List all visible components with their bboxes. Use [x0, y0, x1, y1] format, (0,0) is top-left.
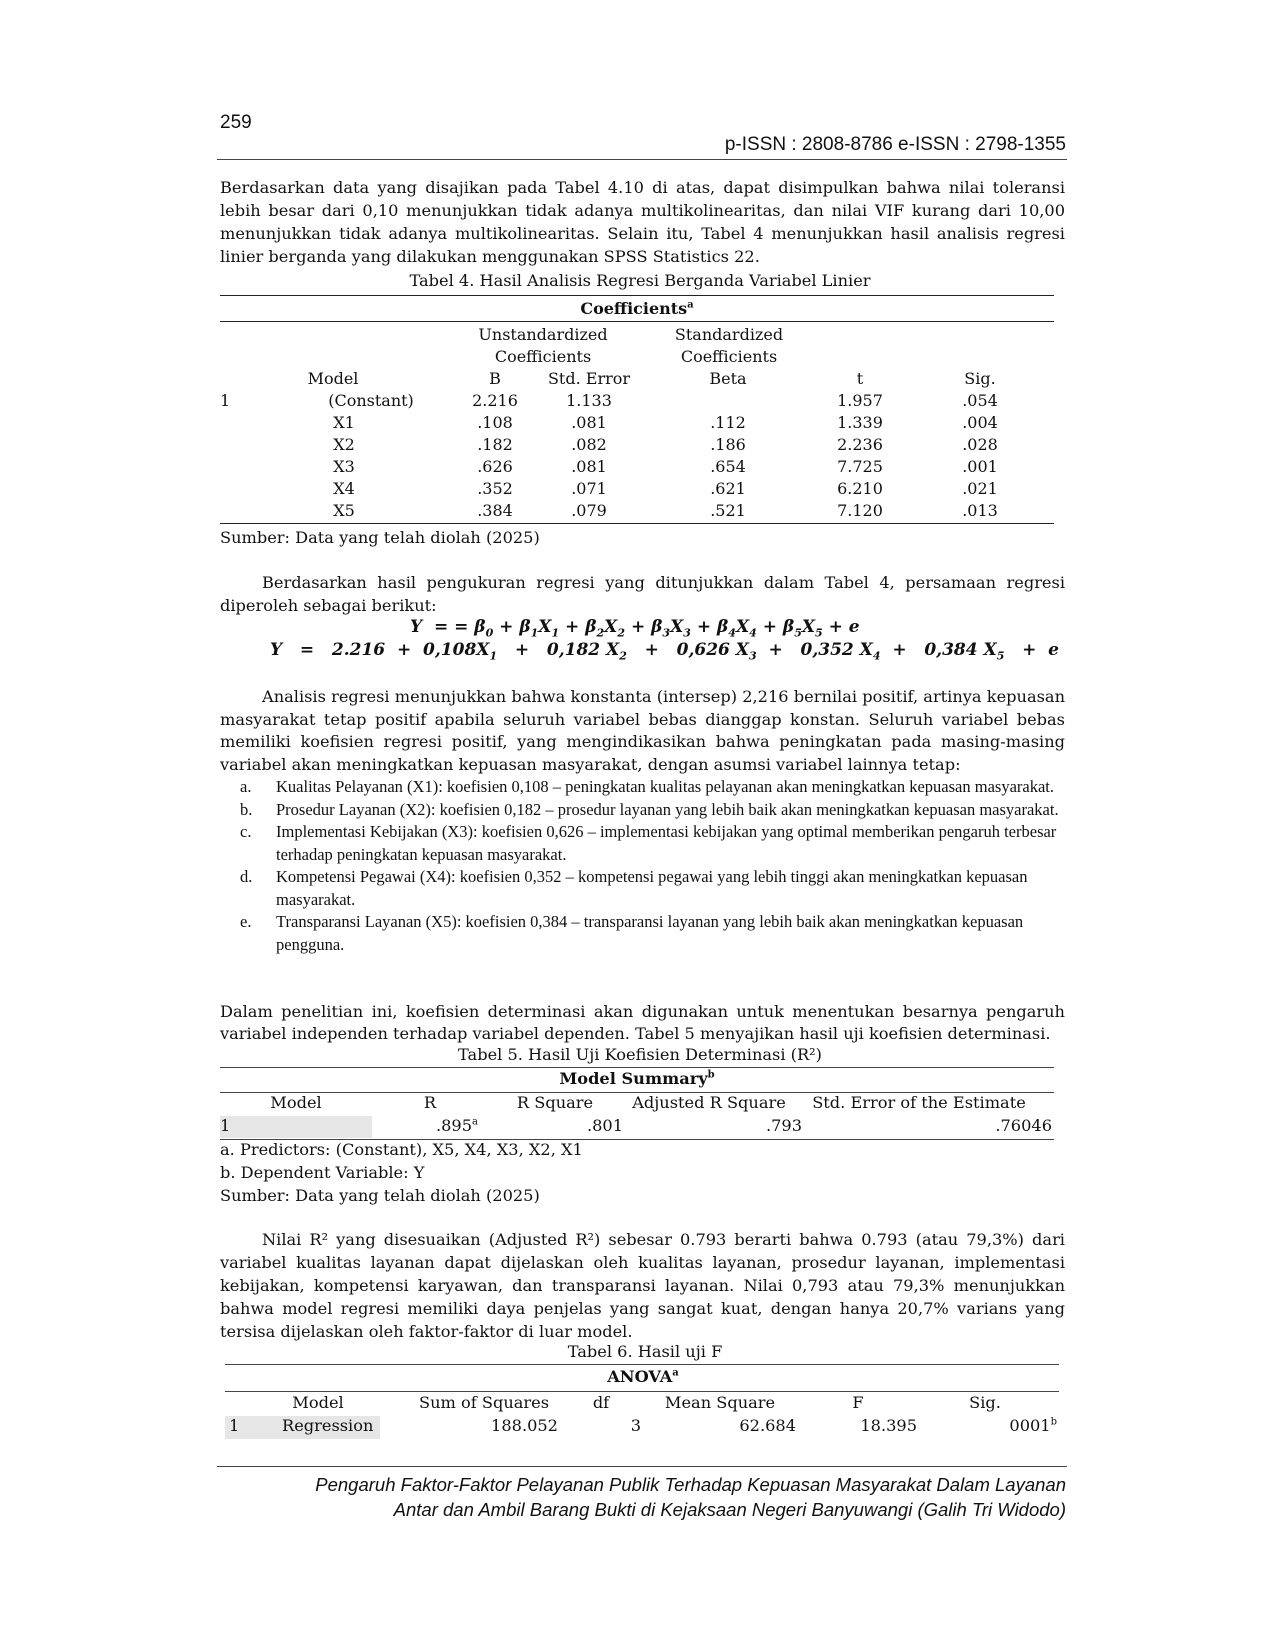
table4-cell-t: 2.236	[837, 435, 883, 454]
table4-cell-b: .352	[477, 479, 513, 498]
list-item: d. Kompetensi Pegawai (X4): koefisien 0,352 – kompetensi pegawai yang lebih tinggi akan meningkatkan kepuasan masyarakat.	[240, 867, 1028, 909]
regression-equation-general: Y = = $\beta_0 + \beta_1X_1 + \beta_2X_2 + \beta_3X_3 + \beta_4X_4 + \beta_5X_5 + e$	[410, 617, 860, 640]
table4-cell-se: .081	[571, 457, 607, 476]
determination-paragraph: Dalam penelitian ini, koefisien determinasi akan digunakan untuk menentukan besarnya pengaruh variabel independen terhadap variabel dependen. Tabel 5 menyajikan hasil uji koefisien determinasi.	[220, 1002, 1065, 1043]
list-item: a. Kualitas Pelayanan (X1): koefisien 0,108 – peningkatan kualitas pelayanan akan meningkatkan kepuasan masyarakat.	[240, 777, 1054, 796]
table6-cell-f: 18.395	[860, 1416, 917, 1435]
table4-cell-beta: .112	[710, 413, 746, 432]
table4-cell-name: X2	[333, 435, 355, 454]
page-number: 259	[220, 112, 252, 133]
table4-cell-se: .071	[571, 479, 607, 498]
table6-col-ss: Sum of Squares	[418, 1393, 550, 1412]
table4-cell-beta: .521	[710, 501, 746, 520]
table4-caption: Tabel 4. Hasil Analisis Regresi Berganda Variabel Linier	[409, 271, 871, 290]
list-item: b. Prosedur Layanan (X2): koefisien 0,182 – prosedur layanan yang lebih baik akan meningkatkan kepuasan masyarakat.	[240, 799, 1059, 819]
table4-col-sig: Sig.	[964, 369, 996, 388]
table4-cell-beta: .654	[710, 457, 746, 476]
table4-cell-se: .079	[571, 501, 607, 520]
table5-col-adj: Adjusted R Square	[632, 1093, 786, 1112]
table4-cell-sig: .001	[962, 457, 998, 476]
table4-cell-t: 7.725	[837, 457, 883, 476]
table5-note-a: a. Predictors: (Constant), X5, X4, X3, X2, X1	[220, 1140, 583, 1159]
table4-cell-name: X4	[333, 479, 355, 498]
table4-bottom-rule	[220, 523, 1054, 524]
table4-cell-name: X3	[333, 457, 355, 476]
table4-cell-name: X5	[333, 501, 355, 520]
table6-top-rule	[225, 1364, 1059, 1365]
table5-note-b: b. Dependent Variable: Y	[220, 1163, 425, 1182]
table5-cell-rsq: .801	[586, 1116, 623, 1135]
table4-cell-sig: .021	[962, 479, 998, 498]
footer-line-1: Pengaruh Faktor-Faktor Pelayanan Publik Terhadap Kepuasan Masyarakat Dalam Layanan	[315, 1474, 1066, 1495]
table4-cell-name: X1	[333, 413, 355, 432]
regression-paragraph: Berdasarkan hasil pengukuran regresi yang ditunjukkan dalam Tabel 4, persamaan regresi diperoleh sebagai berikut:	[220, 573, 1065, 615]
table5-col-rsq: R Square	[516, 1093, 594, 1112]
table4-col-beta: Beta	[709, 369, 747, 388]
table5-title: Model Summary$^b$	[559, 1069, 715, 1088]
table4-cell-t: 1.339	[837, 413, 883, 432]
table4-cell-se: .081	[571, 413, 607, 432]
table4-col-t: t	[856, 369, 864, 388]
table4-cell-beta: .621	[710, 479, 746, 498]
analysis-paragraph: Analisis regresi menunjukkan bahwa konstanta (intersep) 2,216 bernilai positif, artinya kepuasan masyarakat tetap positif apabila seluruh variabel bebas dianggap konstan. Seluruh variabel bebas memiliki koefisien regresi positif, yang mengindikasikan bahwa peningkatan pada masing-masing variabel akan meningkatkan kepuasan masyarakat, dengan asumsi variabel lainnya tetap:	[220, 687, 1065, 774]
table4-cell-t: 1.957	[837, 391, 883, 410]
table4-title-rule	[220, 321, 1054, 322]
table6-cell-sig: 0001$^b$	[1009, 1416, 1057, 1435]
table4-source: Sumber: Data yang telah diolah (2025)	[220, 528, 540, 547]
table6-cell-model: 1	[229, 1416, 240, 1435]
table6-title-rule	[225, 1391, 1059, 1392]
table5-caption: Tabel 5. Hasil Uji Koefisien Determinasi (R²)	[458, 1045, 822, 1064]
table4-cell-b: 2.216	[472, 391, 518, 410]
header-divider	[217, 159, 1067, 160]
table6-title: ANOVA$^a$	[607, 1367, 679, 1386]
table6-cell-df: 3	[630, 1416, 641, 1435]
list-item: c. Implementasi Kebijakan (X3): koefisien 0,626 – implementasi kebijakan yang optimal memberikan pengaruh terbesar terhadap peningkatan kepuasan masyarakat.	[240, 822, 1057, 864]
table4-header-std-1: Standardized	[674, 325, 784, 344]
table4-header-unstd-1: Unstandardized	[478, 325, 608, 344]
table4-title: Coefficients$^a$	[580, 299, 694, 318]
footer-title	[315, 1472, 1066, 1522]
table5-top-rule	[220, 1067, 1054, 1068]
table4-cell-b: .182	[477, 435, 513, 454]
regression-equation-estimated: $Y = 2.216 + 0,108X_1 + 0,182$ $X_2 + 0,626$ $X_3 + 0,352$ $X_4 + 0,384$ $X_5 + e$	[270, 640, 1059, 663]
table5-cell-adj: .793	[765, 1116, 802, 1135]
table6-col-df: df	[592, 1393, 610, 1412]
intro-paragraph: Berdasarkan data yang disajikan pada Tabel 4.10 di atas, dapat disimpulkan bahwa nilai toleransi lebih besar dari 0,10 menunjukkan tidak adanya multikolinearitas, dan nilai VIF kurang dari 10,00 menunjukkan tidak adanya multikolinearitas. Selain itu, Tabel 4 menunjukkan hasil analisis regresi linier berganda yang dilakukan menggunakan SPSS Statistics 22.	[220, 178, 1065, 266]
table4-cell-sig: .013	[962, 501, 998, 520]
table5-row-shade	[220, 1116, 372, 1138]
table5-col-r: R	[423, 1093, 437, 1112]
table4-top-rule	[220, 295, 1054, 296]
table4-model-number: 1	[220, 391, 231, 410]
table4-col-se: Std. Error	[547, 369, 631, 388]
table5-source: Sumber: Data yang telah diolah (2025)	[220, 1186, 540, 1205]
table4-header-std-2: Coefficients	[680, 347, 778, 366]
adjusted-r2-paragraph: Nilai R² yang disesuaikan (Adjusted R²) sebesar 0.793 berarti bahwa 0.793 (atau 79,3%) dari variabel kualitas layanan dapat dijelaskan oleh kualitas layanan, prosedur layanan, implementasi kebijakan, kompetensi karyawan, dan transparansi layanan. Nilai 0,793 atau 79,3% menunjukkan bahwa model regresi memiliki daya penjelas yang sangat kuat, dengan hanya 20,7% varians yang tersisa dijelaskan oleh faktor-faktor di luar model.	[220, 1230, 1065, 1341]
table5-col-model: Model	[270, 1093, 322, 1112]
table6-cell-ss: 188.052	[491, 1416, 558, 1435]
table4-cell-b: .626	[477, 457, 513, 476]
table4-cell-sig: .054	[962, 391, 998, 410]
table5-cell-model: 1	[220, 1116, 231, 1135]
table4-cell-t: 7.120	[837, 501, 883, 520]
table5-cell-r: .895$^a$	[435, 1116, 478, 1135]
table6-col-sig: Sig.	[969, 1393, 1001, 1412]
table4-cell-b: .384	[477, 501, 513, 520]
table4-cell-b: .108	[477, 413, 513, 432]
table4-cell-beta: .186	[710, 435, 746, 454]
table6-col-f: F	[852, 1393, 864, 1412]
table4-col-b: B	[489, 369, 501, 388]
table6-cell-name: Regression	[282, 1416, 374, 1435]
table4-header-unstd-2: Coefficients	[494, 347, 592, 366]
table5-col-see: Std. Error of the Estimate	[812, 1093, 1026, 1112]
table4-cell-t: 6.210	[837, 479, 883, 498]
table4-col-model: Model	[307, 369, 359, 388]
table4-cell-sig: .028	[962, 435, 998, 454]
coefficient-list	[240, 776, 1070, 956]
table6-col-ms: Mean Square	[664, 1393, 776, 1412]
table4-cell-se: .082	[571, 435, 607, 454]
table6-caption: Tabel 6. Hasil uji F	[567, 1342, 723, 1361]
table4-cell-se: 1.133	[566, 391, 612, 410]
table4-cell-name: (Constant)	[328, 391, 414, 410]
list-item: e. Transparansi Layanan (X5): koefisien 0,384 – transparansi layanan yang lebih baik akan meningkatkan kepuasan pengguna.	[240, 912, 1024, 954]
footer-divider	[217, 1466, 1067, 1467]
footer-line-2: Antar dan Ambil Barang Bukti di Kejaksaan Negeri Banyuwangi (Galih Tri Widodo)	[393, 1499, 1066, 1520]
table5-cell-see: .76046	[995, 1116, 1052, 1135]
issn-header: p-ISSN : 2808-8786 e-ISSN : 2798-1355	[724, 134, 1066, 155]
table6-col-model: Model	[292, 1393, 344, 1412]
table4-cell-sig: .004	[962, 413, 998, 432]
table6-cell-ms: 62.684	[739, 1416, 796, 1435]
